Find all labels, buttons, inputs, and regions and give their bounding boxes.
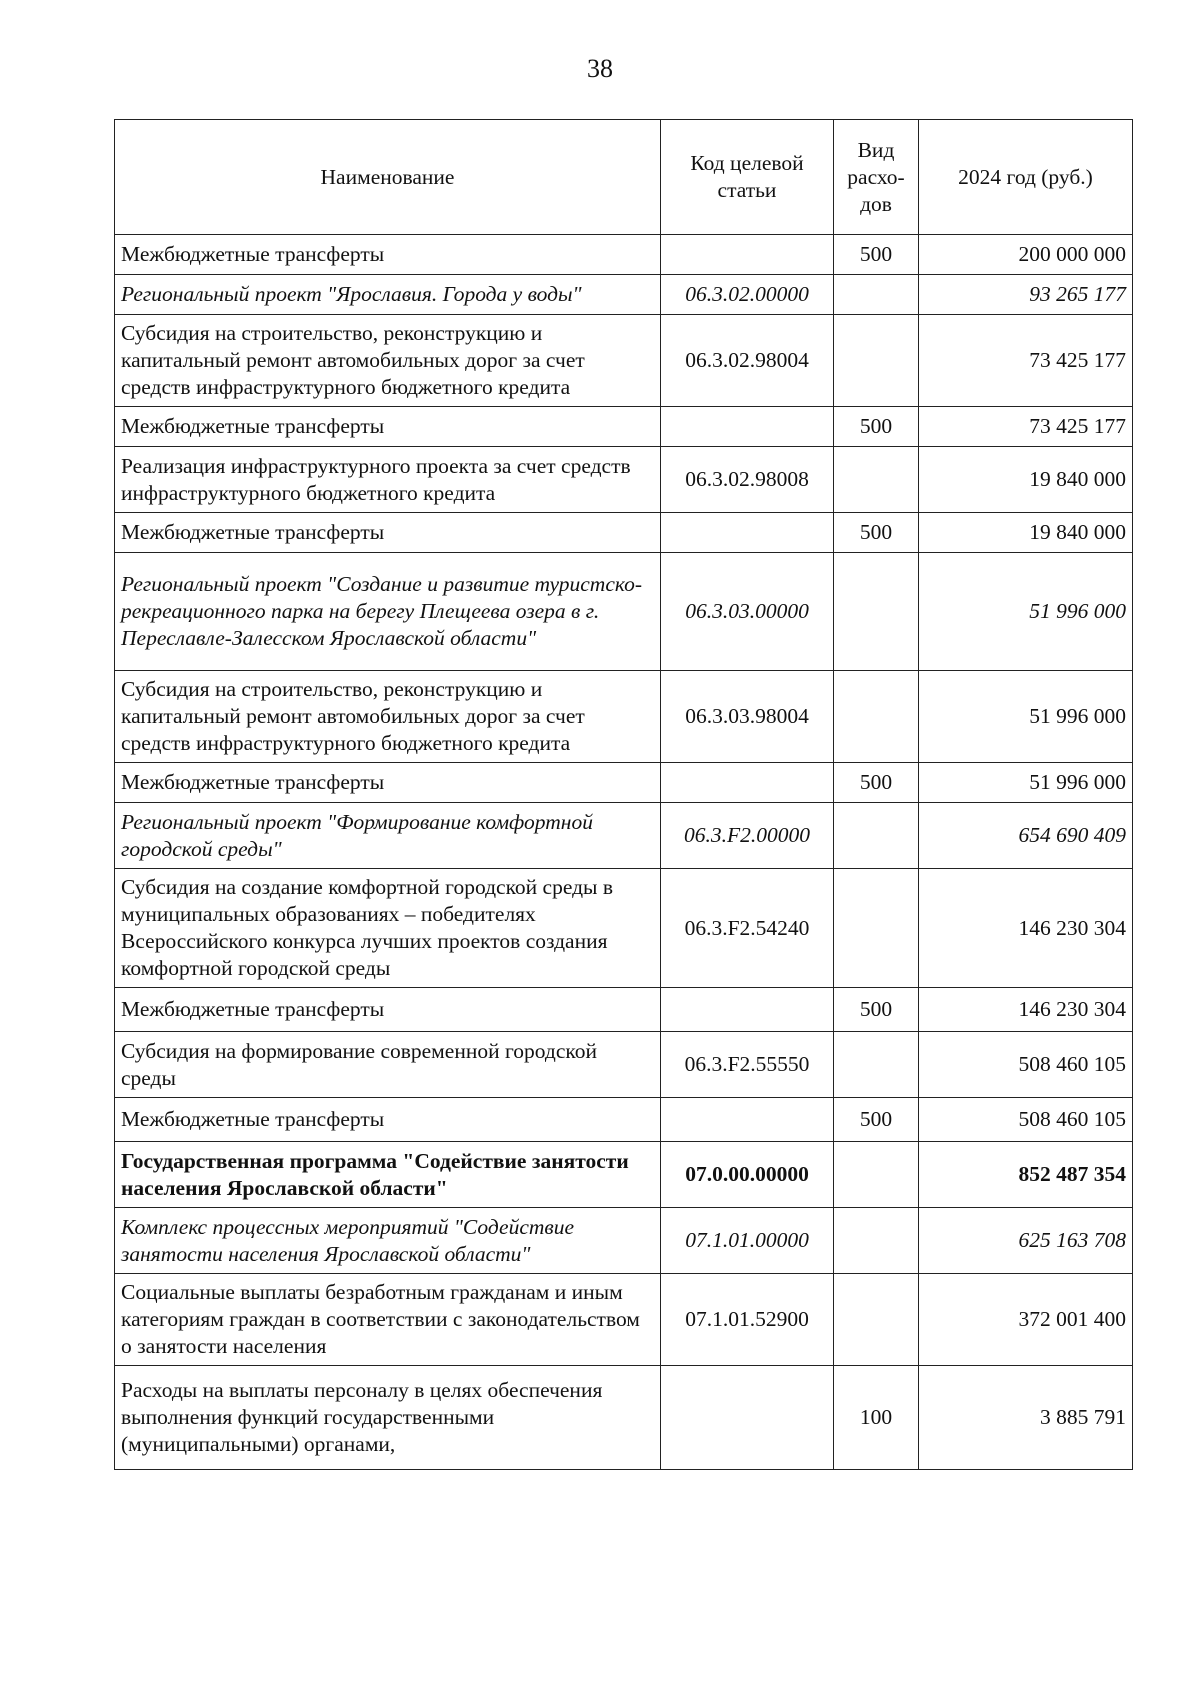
header-name: Наименование <box>115 120 661 235</box>
row-code: 06.3.F2.00000 <box>661 803 834 869</box>
row-amount: 93 265 177 <box>919 275 1133 315</box>
header-amount: 2024 год (руб.) <box>919 120 1133 235</box>
row-code: 07.1.01.52900 <box>661 1274 834 1366</box>
table-row <box>115 869 1133 988</box>
row-name: Субсидия на формирование современной городской среды <box>115 1032 661 1098</box>
header-kind: Вид расхо-дов <box>834 120 919 235</box>
row-code: 06.3.02.98004 <box>661 315 834 407</box>
row-kind: 500 <box>834 1098 919 1142</box>
row-name: Межбюджетные трансферты <box>115 513 661 553</box>
table-row <box>115 1098 1133 1142</box>
row-amount: 625 163 708 <box>919 1208 1133 1274</box>
page-number: 38 <box>587 54 613 83</box>
table-row <box>115 1274 1133 1366</box>
row-name: Субсидия на создание комфортной городской среды в муниципальных образованиях – победителях Всероссийского конкурса лучших проектов создания комфортной городской среды <box>115 869 661 988</box>
table-row <box>115 988 1133 1032</box>
row-kind <box>834 315 919 407</box>
table-row <box>115 235 1133 275</box>
row-name: Государственная программа "Содействие занятости населения Ярославской области" <box>115 1142 661 1208</box>
row-amount: 200 000 000 <box>919 235 1133 275</box>
row-kind: 500 <box>834 407 919 447</box>
row-kind <box>834 671 919 763</box>
row-name: Межбюджетные трансферты <box>115 407 661 447</box>
row-code <box>661 1366 834 1470</box>
table-row <box>115 803 1133 869</box>
row-name: Межбюджетные трансферты <box>115 763 661 803</box>
row-amount: 654 690 409 <box>919 803 1133 869</box>
row-name: Межбюджетные трансферты <box>115 235 661 275</box>
row-name: Реализация инфраструктурного проекта за счет средств инфраструктурного бюджетного кредита <box>115 447 661 513</box>
row-amount: 19 840 000 <box>919 513 1133 553</box>
row-name: Региональный проект "Формирование комфортной городской среды" <box>115 803 661 869</box>
row-kind <box>834 275 919 315</box>
table-row <box>115 671 1133 763</box>
row-kind: 500 <box>834 988 919 1032</box>
row-kind <box>834 803 919 869</box>
row-amount: 51 996 000 <box>919 671 1133 763</box>
row-kind <box>834 869 919 988</box>
row-kind <box>834 1032 919 1098</box>
row-code: 06.3.02.98008 <box>661 447 834 513</box>
row-kind <box>834 553 919 671</box>
row-code: 06.3.F2.55550 <box>661 1032 834 1098</box>
row-amount: 3 885 791 <box>919 1366 1133 1470</box>
row-amount: 508 460 105 <box>919 1098 1133 1142</box>
row-name: Региональный проект "Ярославия. Города у воды" <box>115 275 661 315</box>
row-kind <box>834 1142 919 1208</box>
table-row <box>115 1208 1133 1274</box>
row-amount: 51 996 000 <box>919 553 1133 671</box>
row-name: Субсидия на строительство, реконструкцию и капитальный ремонт автомобильных дорог за счет средств инфраструктурного бюджетного кредита <box>115 315 661 407</box>
row-code <box>661 235 834 275</box>
row-code: 07.0.00.00000 <box>661 1142 834 1208</box>
table-row <box>115 315 1133 407</box>
row-name: Социальные выплаты безработным гражданам и иным категориям граждан в соответствии с законодательством о занятости населения <box>115 1274 661 1366</box>
row-amount: 19 840 000 <box>919 447 1133 513</box>
row-code: 06.3.F2.54240 <box>661 869 834 988</box>
row-kind <box>834 1274 919 1366</box>
row-code <box>661 407 834 447</box>
row-name: Расходы на выплаты персоналу в целях обеспечения выполнения функций государственными (муниципальными) органами, <box>115 1366 661 1470</box>
row-code: 06.3.02.00000 <box>661 275 834 315</box>
table-row <box>115 763 1133 803</box>
row-name: Межбюджетные трансферты <box>115 988 661 1032</box>
row-amount: 146 230 304 <box>919 988 1133 1032</box>
budget-table <box>114 119 1133 1470</box>
table-row <box>115 275 1133 315</box>
table-row <box>115 1366 1133 1470</box>
table-body <box>115 235 1133 1470</box>
row-kind: 500 <box>834 513 919 553</box>
row-name: Региональный проект "Создание и развитие туристско-рекреационного парка на берегу Плещеева озера в г. Переславле-Залесском Ярославской области" <box>115 553 661 671</box>
row-kind <box>834 1208 919 1274</box>
row-code <box>661 513 834 553</box>
row-amount: 73 425 177 <box>919 407 1133 447</box>
table-row <box>115 553 1133 671</box>
row-code <box>661 988 834 1032</box>
row-amount: 51 996 000 <box>919 763 1133 803</box>
row-amount: 508 460 105 <box>919 1032 1133 1098</box>
row-amount: 146 230 304 <box>919 869 1133 988</box>
table-header-row <box>115 120 1133 235</box>
table-row <box>115 513 1133 553</box>
row-name: Межбюджетные трансферты <box>115 1098 661 1142</box>
table-row <box>115 447 1133 513</box>
row-kind: 100 <box>834 1366 919 1470</box>
row-name: Субсидия на строительство, реконструкцию и капитальный ремонт автомобильных дорог за счет средств инфраструктурного бюджетного кредита <box>115 671 661 763</box>
table-row <box>115 1032 1133 1098</box>
row-code: 07.1.01.00000 <box>661 1208 834 1274</box>
row-amount: 852 487 354 <box>919 1142 1133 1208</box>
row-code <box>661 1098 834 1142</box>
row-kind <box>834 447 919 513</box>
row-amount: 372 001 400 <box>919 1274 1133 1366</box>
row-kind: 500 <box>834 763 919 803</box>
table-row <box>115 1142 1133 1208</box>
row-name: Комплекс процессных мероприятий "Содействие занятости населения Ярославской области" <box>115 1208 661 1274</box>
row-code <box>661 763 834 803</box>
row-code: 06.3.03.98004 <box>661 671 834 763</box>
row-code: 06.3.03.00000 <box>661 553 834 671</box>
header-code: Код целевой статьи <box>661 120 834 235</box>
table-row <box>115 407 1133 447</box>
row-kind: 500 <box>834 235 919 275</box>
row-amount: 73 425 177 <box>919 315 1133 407</box>
